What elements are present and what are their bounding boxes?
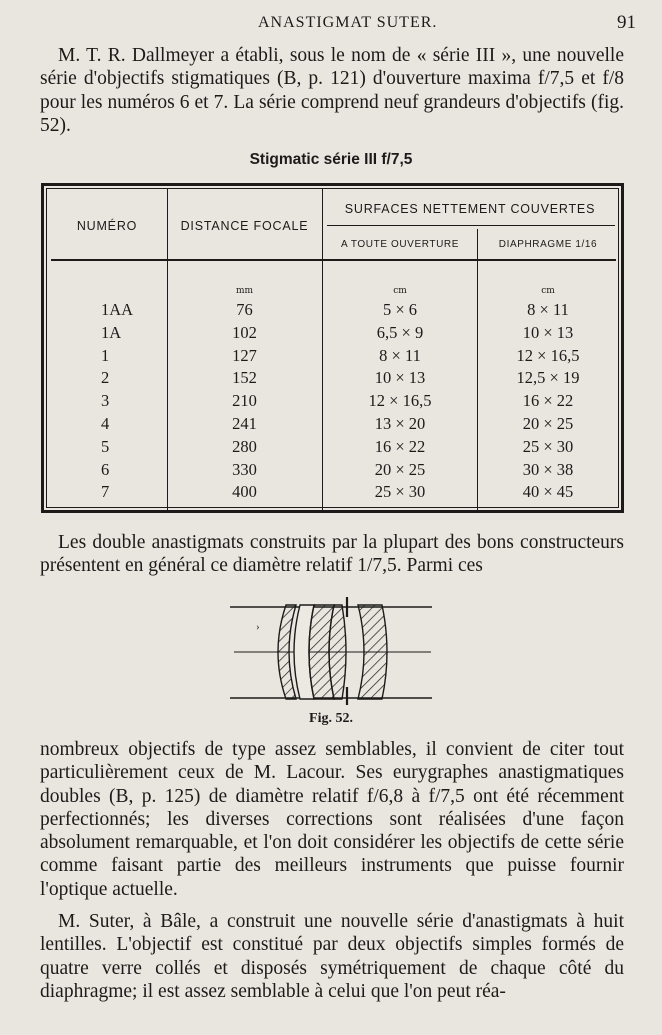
cell-numero: 1 xyxy=(101,345,110,365)
cell-distance-focale: 76 xyxy=(236,300,253,319)
header-surfaces: SURFACES NETTEMENT COUVERTES xyxy=(344,202,596,216)
header-distance-focale: DISTANCE FOCALE xyxy=(180,219,309,233)
cell-toute-ouverture: 8 × 11 xyxy=(379,345,421,365)
cell-distance-focale: 330 xyxy=(232,459,257,479)
paragraph-lacour: nombreux objectifs de type assez semblables, il convient de citer tout particulièrement ceux de M. Lacour. Ses eurygraphes anastigmatiques doubles (B, p. 125) de diamètre relatif f/6,8 à f/7,5 ont été récemment perfectionnés; les diverses corrections sont réalisées d'une façon absolument remarquable, et l'on doit considérer les objectifs de cette série comme faisant partie des meilleurs instruments que puisse fournir l'optique actuelle. xyxy=(40,739,624,900)
cell-diaphragme: 30 × 38 xyxy=(522,459,574,479)
cell-toute-ouverture: 20 × 25 xyxy=(374,459,426,479)
cell-distance-focale: 152 xyxy=(232,368,257,388)
cell-toute-ouverture: 12 × 16,5 xyxy=(368,391,432,411)
stigmatic-table xyxy=(41,183,624,513)
cell-numero: 2 xyxy=(101,368,110,388)
header-subrule xyxy=(327,225,615,226)
cell-diaphragme: 8 × 11 xyxy=(527,300,569,319)
cemented-lens-c xyxy=(329,605,346,699)
unit-mm: mm xyxy=(235,286,254,296)
cell-numero: 4 xyxy=(101,414,110,433)
cell-toute-ouverture: 16 × 22 xyxy=(374,436,426,456)
cell-distance-focale: 280 xyxy=(232,436,257,456)
cell-numero: 3 xyxy=(101,391,110,411)
header-diaphragme: DIAPHRAGME 1/16 xyxy=(498,239,598,250)
cell-distance-focale: 102 xyxy=(232,322,257,342)
unit-cm: cm xyxy=(541,286,555,296)
cell-toute-ouverture: 6,5 × 9 xyxy=(376,322,424,342)
header-rule xyxy=(51,259,616,261)
header-toute-ouverture: A TOUTE OUVERTURE xyxy=(340,239,459,250)
cell-numero: 6 xyxy=(101,459,110,479)
cell-distance-focale: 210 xyxy=(232,391,257,411)
cell-diaphragme: 12 × 16,5 xyxy=(516,345,580,365)
cell-distance-focale: 241 xyxy=(232,414,257,433)
svg-text:›: › xyxy=(256,621,260,633)
unit-cm: cm xyxy=(393,286,407,296)
cell-distance-focale: 400 xyxy=(232,482,257,502)
lens-diagram xyxy=(226,595,436,705)
running-head xyxy=(0,12,662,36)
cell-diaphragme: 10 × 13 xyxy=(522,322,574,342)
paragraph-double-anastigmats: Les double anastigmats construits par la plupart des bons constructeurs présentent en général ce diamètre relatif 1/7,5. Parmi ces xyxy=(40,532,624,577)
cell-diaphragme: 16 × 22 xyxy=(522,391,574,411)
table-inner-border xyxy=(46,188,619,508)
cell-diaphragme: 20 × 25 xyxy=(522,414,574,433)
paragraph-dallmeyer: M. T. R. Dallmeyer a établi, sous le nom de « série III », une nouvelle série d'objectifs stigmatiques (B, p. 121) d'ouverture maxima f/7,5 et f/8 pour les numéros 6 et 7. La série comprend neuf grandeurs d'objectifs (fig. 52). xyxy=(40,45,624,136)
table-caption: Stigmatic série III f/7,5 xyxy=(249,151,413,168)
cell-toute-ouverture: 25 × 30 xyxy=(374,482,426,502)
paragraph-suter: M. Suter, à Bâle, a construit une nouvelle série d'anastigmats à huit lentilles. L'objectif est constitué par deux objectifs simples formés de quatre verre collés et disposés symétriquement de chaque côté du diaphragme; il est assez semblable à celui que l'on peut réa- xyxy=(40,911,624,1002)
page-number: 91 xyxy=(617,12,636,33)
cell-distance-focale: 127 xyxy=(232,345,257,365)
cell-numero: 1AA xyxy=(101,300,134,319)
cell-diaphragme: 40 × 45 xyxy=(522,482,574,502)
header-numero: NUMÉRO xyxy=(76,219,138,233)
cell-diaphragme: 12,5 × 19 xyxy=(516,368,580,388)
cell-toute-ouverture: 10 × 13 xyxy=(374,368,426,388)
cell-numero: 5 xyxy=(101,436,110,456)
figure-caption: Fig. 52. xyxy=(309,711,353,726)
cell-diaphragme: 25 × 30 xyxy=(522,436,574,456)
cell-numero: 7 xyxy=(101,482,110,502)
cell-toute-ouverture: 5 × 6 xyxy=(382,300,418,319)
column-separator xyxy=(167,189,168,510)
cell-toute-ouverture: 13 × 20 xyxy=(374,414,426,433)
running-title: ANASTIGMAT SUTER. xyxy=(258,14,438,31)
cell-numero: 1A xyxy=(101,322,122,342)
